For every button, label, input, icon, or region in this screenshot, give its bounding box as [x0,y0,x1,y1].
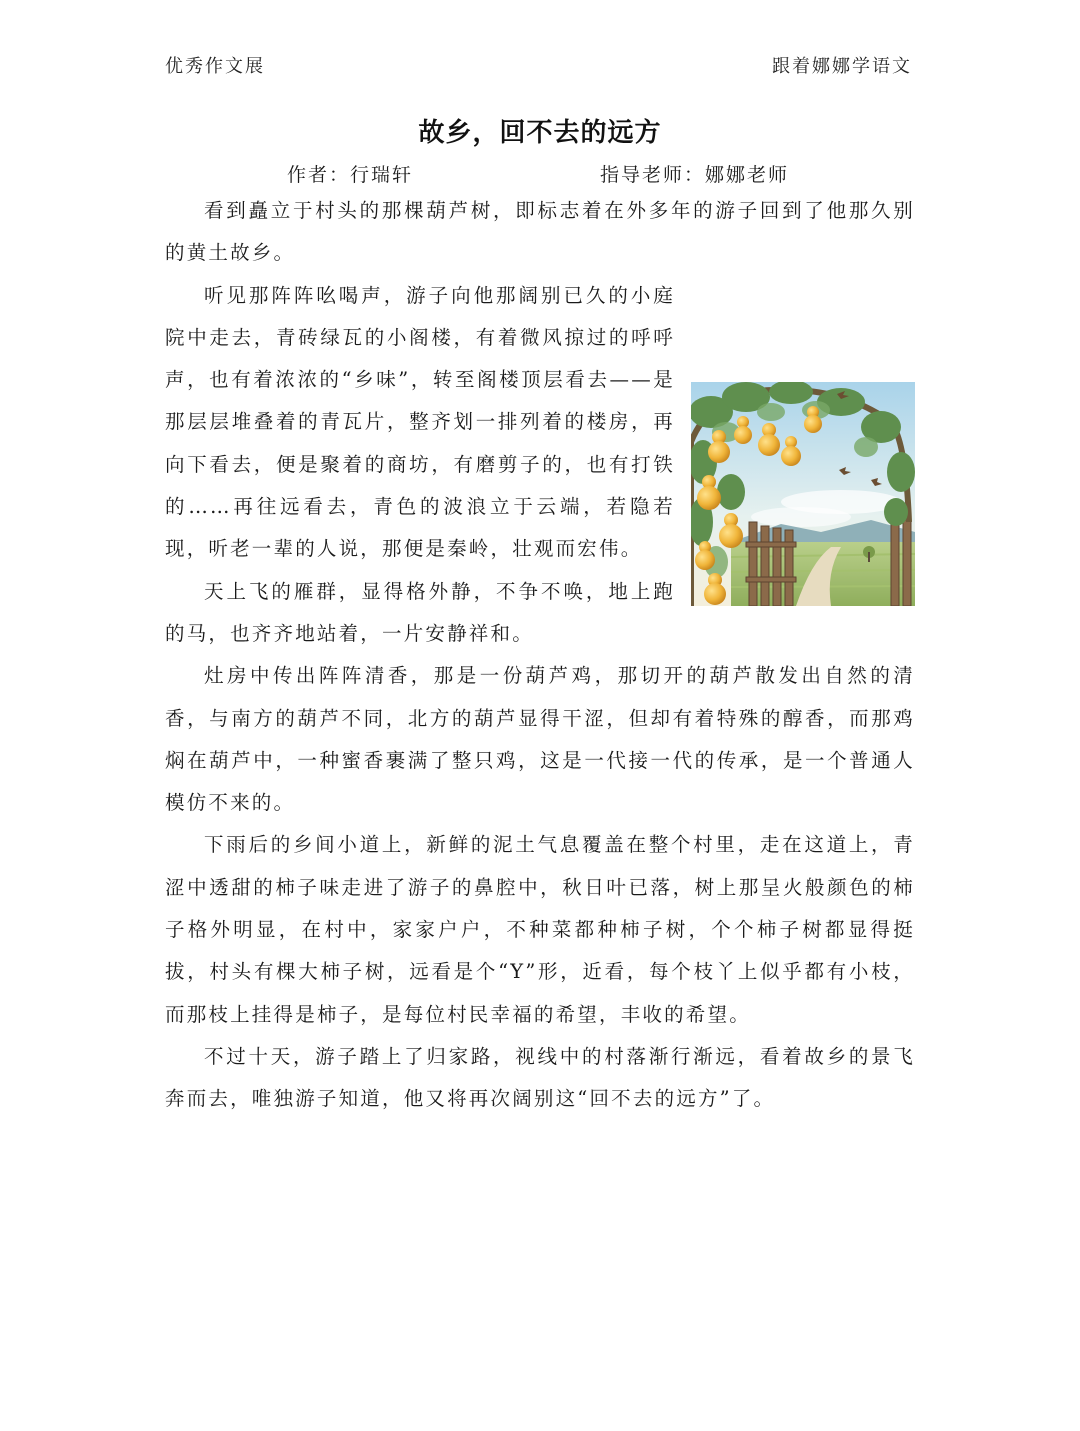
essay-body [165,190,915,1121]
essay-title: 故乡，回不去的远方 [418,118,662,148]
paragraph-6: 不过十天，游子踏上了归家路，视线中的村落渐行渐远，看着故乡的景飞奔而去，唯独游子知道，他又将再次阔别这“回不去的远方”了。 [165,1044,915,1111]
paragraph-1: 看到矗立于村头的那棵葫芦树，即标志着在外多年的游子回到了他那久别的黄土故乡。 [165,199,915,265]
essay-teacher: 指导老师：娜娜老师 [600,164,790,186]
header-column-name: 优秀作文展 [165,56,265,77]
paragraph-4: 灶房中传出阵阵清香，那是一份葫芦鸡，那切开的葫芦散发出自然的清香，与南方的葫芦不同，北方的葫芦显得干涩，但却有着特殊的醇香，而那鸡焖在葫芦中，一种蜜香裹满了整只鸡，这是一代接一代的传承，是一个普通人模仿不来的。 [165,664,915,815]
gourd-vine-illustration [691,382,915,606]
essay-author: 作者：行瑞轩 [287,164,414,186]
paragraph-5: 下雨后的乡间小道上，新鲜的泥土气息覆盖在整个村里，走在这道上，青涩中透甜的柿子味走进了游子的鼻腔中，秋日叶已落，树上那呈火般颜色的柿子格外明显，在村中，家家户户，不种菜都种柿子树，个个柿子树都显得挺拔，村头有棵大柿子树，远看是个“Y”形，近看，每个枝丫上似乎都有小枝，而那枝上挂得是柿子，是每位村民幸福的希望，丰收的希望。 [165,833,915,1026]
paragraph-2: 听见那阵阵吆喝声，游子向他那阔别已久的小庭院中走去，青砖绿瓦的小阁楼，有着微风掠过的呼呼声，也有着浓浓的“乡味”，转至阁楼顶层看去——是那层层堆叠着的青瓦片，整齐划一排列着的楼房，再向下看去，便是聚着的商坊，有磨剪子的，也有打铁的……再往远看去，青色的波浪立于云端，若隐若现，听老一辈的人说，那便是秦岭，壮观而宏伟。 [165,283,675,561]
header-series-name: 跟着娜娜学语文 [772,56,912,77]
paragraph-3: 天上飞的雁群，显得格外静，不争不唤，地上跑的马，也齐齐地站着，一片安静祥和。 [165,579,675,645]
